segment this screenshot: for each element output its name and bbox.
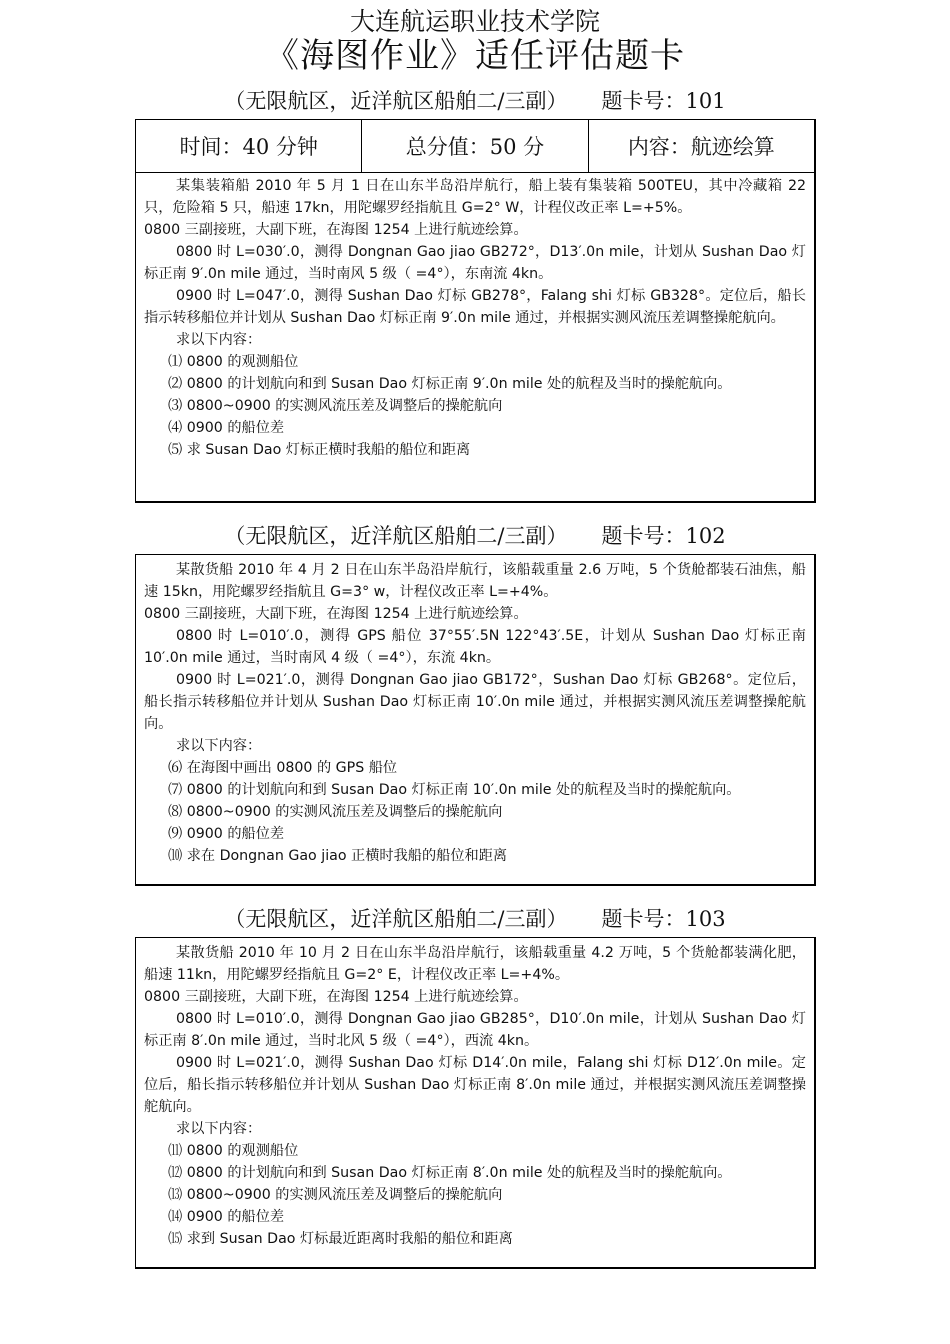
ask-heading: 求以下内容： — [176, 332, 262, 348]
requirement-item: ⒁ 0900 的船位差 — [168, 1209, 285, 1225]
requirement-item: ⑺ 0800 的计划航向和到 Susan Dao 灯标正南 10′.0n mile 处的航程及当时的操舵航向。 — [168, 782, 741, 798]
card-meta-row — [136, 120, 814, 173]
requirement-item: ⑾ 0800 的观测船位 — [168, 1143, 299, 1159]
question-card — [135, 937, 816, 1269]
card-body — [136, 173, 814, 467]
card-category: （无限航区，近洋航区船舶二/三副） — [224, 89, 568, 113]
observation-0900: 0900 时 L=021′.0，测得 Sushan Dao 灯标 D14′.0n mile，Falang shi 灯标 D12′.0n mile。定位后，船长指示转移船位并计划从 Sushan Dao 灯标正南 8′.0n mile 通过，并根据实测风流压差调整操舵航向。 — [144, 1055, 806, 1115]
observation-0800: 0800 时 L=010′.0，测得 GPS 船位 37°55′.5N 122°43′.5E，计划从 Sushan Dao 灯标正南 10′.0n mile 通过，当时南风 4 级（ =4°），东流 4kn。 — [144, 628, 806, 666]
requirement-item: ⑼ 0900 的船位差 — [168, 826, 285, 842]
observation-0900: 0900 时 L=047′.0，测得 Sushan Dao 灯标 GB278°，Falang shi 灯标 GB328°。定位后，船长指示转移船位并计划从 Sushan Dao 灯标正南 9′.0n mile 通过，并根据实测风流压差调整操舵航向。 — [144, 288, 806, 326]
requirement-item: ⒀ 0800~0900 的实测风流压差及调整后的操舵航向 — [168, 1187, 503, 1203]
card-heading — [0, 88, 950, 114]
card-number: 题卡号：103 — [601, 907, 726, 931]
requirement-item: ⑻ 0800~0900 的实测风流压差及调整后的操舵航向 — [168, 804, 503, 820]
watch-paragraph: 0800 三副接班，大副下班，在海图 1254 上进行航迹绘算。 — [144, 222, 528, 238]
scenario-paragraph: 某散货船 2010 年 4 月 2 日在山东半岛沿岸航行，该船载重量 2.6 万吨，5 个货舱都装石油焦，船速 15kn，用陀螺罗经指航且 G=3° w，计程仪改正率 L=+4%。 — [144, 562, 806, 600]
requirement-item: ⑵ 0800 的计划航向和到 Susan Dao 灯标正南 9′.0n mile 处的航程及当时的操舵航向。 — [168, 376, 732, 392]
requirement-item: ⑹ 在海图中画出 0800 的 GPS 船位 — [168, 760, 398, 776]
card-number: 题卡号：101 — [601, 89, 726, 113]
requirement-item: ⑿ 0800 的计划航向和到 Susan Dao 灯标正南 8′.0n mile 处的航程及当时的操舵航向。 — [168, 1165, 732, 1181]
card-body — [136, 555, 814, 873]
question-card — [135, 554, 816, 886]
card-heading — [0, 906, 950, 932]
observation-0800: 0800 时 L=030′.0，测得 Dongnan Gao jiao GB272°，D13′.0n mile，计划从 Sushan Dao 灯标正南 9′.0n mile 通过，当时南风 5 级（ =4°），东南流 4kn。 — [144, 244, 806, 282]
scenario-paragraph: 某散货船 2010 年 10 月 2 日在山东半岛沿岸航行，该船载重量 4.2 万吨，5 个货舱都装满化肥，船速 11kn，用陀螺罗经指航且 G=2° E，计程仪改正率 L=+4%。 — [144, 945, 806, 983]
time-cell: 时间：40 分钟 — [136, 120, 362, 172]
observation-0900: 0900 时 L=021′.0，测得 Dongnan Gao jiao GB172°，Sushan Dao 灯标 GB268°。定位后，船长指示转移船位并计划从 Sushan Dao 灯标正南 10′.0n mile 通过，并根据实测风流压差调整操舵航向。 — [144, 672, 806, 732]
watch-paragraph: 0800 三副接班，大副下班，在海图 1254 上进行航迹绘算。 — [144, 989, 528, 1005]
watch-paragraph: 0800 三副接班，大副下班，在海图 1254 上进行航迹绘算。 — [144, 606, 528, 622]
card-category: （无限航区，近洋航区船舶二/三副） — [224, 524, 568, 548]
requirement-item: ⑴ 0800 的观测船位 — [168, 354, 299, 370]
ask-heading: 求以下内容： — [176, 738, 262, 754]
requirement-item: ⑷ 0900 的船位差 — [168, 420, 285, 436]
requirement-item: ⑶ 0800~0900 的实测风流压差及调整后的操舵航向 — [168, 398, 503, 414]
card-number: 题卡号：102 — [601, 524, 726, 548]
institution-title: 大连航运职业技术学院 — [349, 7, 600, 36]
requirement-item: ⒂ 求到 Susan Dao 灯标最近距离时我船的船位和距离 — [168, 1231, 513, 1247]
requirement-item: ⑸ 求 Susan Dao 灯标正横时我船的船位和距离 — [168, 442, 471, 458]
ask-heading: 求以下内容： — [176, 1121, 262, 1137]
content-cell: 内容：航迹绘算 — [627, 135, 775, 159]
card-body — [136, 938, 814, 1256]
score-cell: 总分值：50 分 — [362, 120, 588, 172]
observation-0800: 0800 时 L=010′.0，测得 Dongnan Gao jiao GB285°，D10′.0n mile，计划从 Sushan Dao 灯标正南 8′.0n mile 通过，当时北风 5 级（ =4°），西流 4kn。 — [144, 1011, 806, 1049]
scenario-paragraph: 某集装箱船 2010 年 5 月 1 日在山东半岛沿岸航行，船上装有集装箱 500TEU，其中冷藏箱 22 只，危险箱 5 只，船速 17kn，用陀螺罗经指航且 G=2° W，计程仪改正率 L=+5%。 — [144, 178, 806, 216]
question-card — [135, 119, 816, 503]
card-heading — [0, 523, 950, 549]
requirement-item: ⑽ 求在 Dongnan Gao jiao 正横时我船的船位和距离 — [168, 848, 508, 864]
document-title: 《海图作业》适任评估题卡 — [265, 36, 685, 76]
card-category: （无限航区，近洋航区船舶二/三副） — [224, 907, 568, 931]
